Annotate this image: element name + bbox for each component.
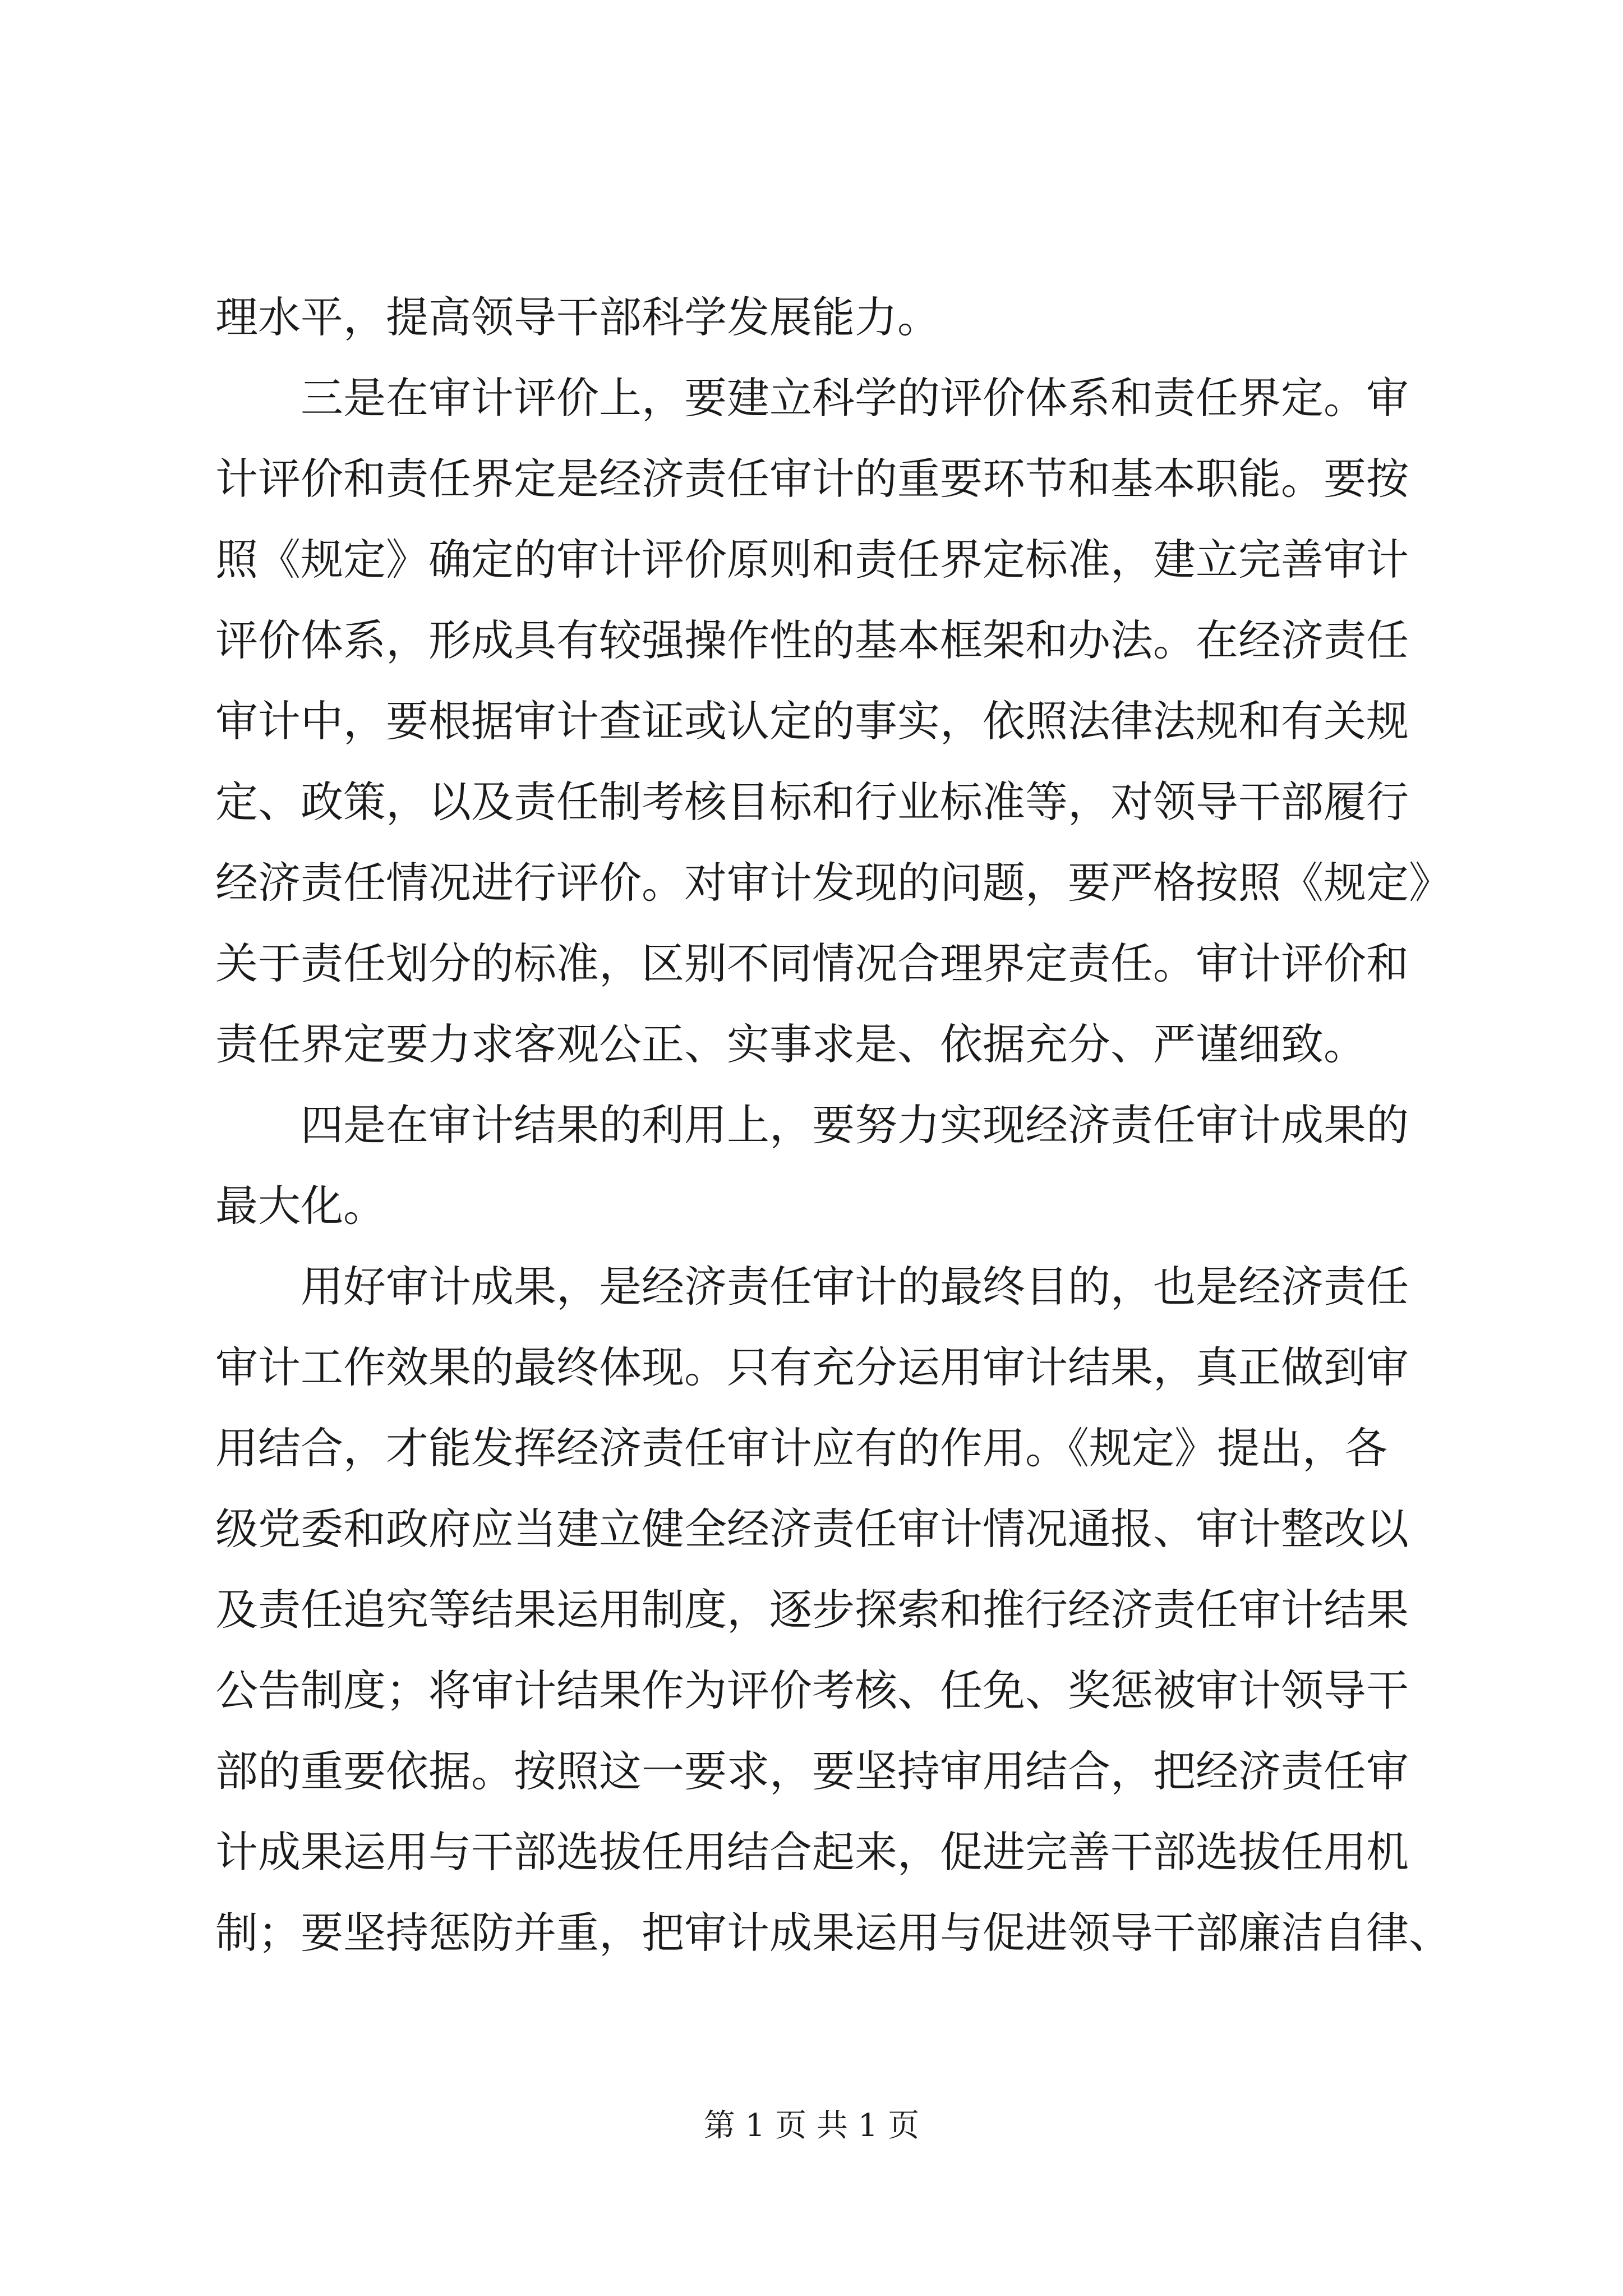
text-line: 制；要坚持惩防并重，把审计成果运用与促进领导干部廉洁自律、	[215, 1908, 1451, 1958]
text-line: 用结合，才能发挥经济责任审计应有的作用。《规定》提出，各	[215, 1423, 1387, 1473]
page-number-footer: 第 1 页 共 1 页	[703, 2108, 920, 2144]
text-line: 计评价和责任界定是经济责任审计的重要环节和基本职能。要按	[215, 454, 1409, 504]
paragraph-first-line: 用好审计成果，是经济责任审计的最终目的，也是经济责任	[301, 1262, 1409, 1312]
text-line: 级党委和政府应当建立健全经济责任审计情况通报、审计整改以	[215, 1504, 1409, 1554]
text-line: 照《规定》确定的审计评价原则和责任界定标准，建立完善审计	[215, 535, 1409, 585]
text-line: 及责任追究等结果运用制度，逐步探索和推行经济责任审计结果	[215, 1585, 1409, 1635]
text-line: 关于责任划分的标准，区别不同情况合理界定责任。审计评价和	[215, 938, 1409, 988]
text-line: 公告制度；将审计结果作为评价考核、任免、奖惩被审计领导干	[215, 1665, 1409, 1715]
text-line: 审计中，要根据审计查证或认定的事实，依照法律法规和有关规	[215, 696, 1409, 746]
text-line: 计成果运用与干部选拔任用结合起来，促进完善干部选拔任用机	[215, 1827, 1409, 1877]
text-line: 最大化。	[215, 1181, 386, 1231]
paragraph-first-line: 三是在审计评价上，要建立科学的评价体系和责任界定。审	[301, 373, 1409, 423]
text-line: 部的重要依据。按照这一要求，要坚持审用结合，把经济责任审	[215, 1746, 1409, 1796]
text-line: 责任界定要力求客观公正、实事求是、依据充分、严谨细致。	[215, 1019, 1366, 1069]
text-line: 经济责任情况进行评价。对审计发现的问题，要严格按照《规定》	[215, 858, 1451, 908]
text-line: 理水平，提高领导干部科学发展能力。	[215, 292, 940, 342]
text-line: 评价体系，形成具有较强操作性的基本框架和办法。在经济责任	[215, 615, 1409, 665]
text-line: 审计工作效果的最终体现。只有充分运用审计结果，真正做到审	[215, 1342, 1409, 1392]
paragraph-first-line: 四是在审计结果的利用上，要努力实现经济责任审计成果的	[301, 1100, 1409, 1150]
text-line: 定、政策，以及责任制考核目标和行业标准等，对领导干部履行	[215, 777, 1409, 827]
